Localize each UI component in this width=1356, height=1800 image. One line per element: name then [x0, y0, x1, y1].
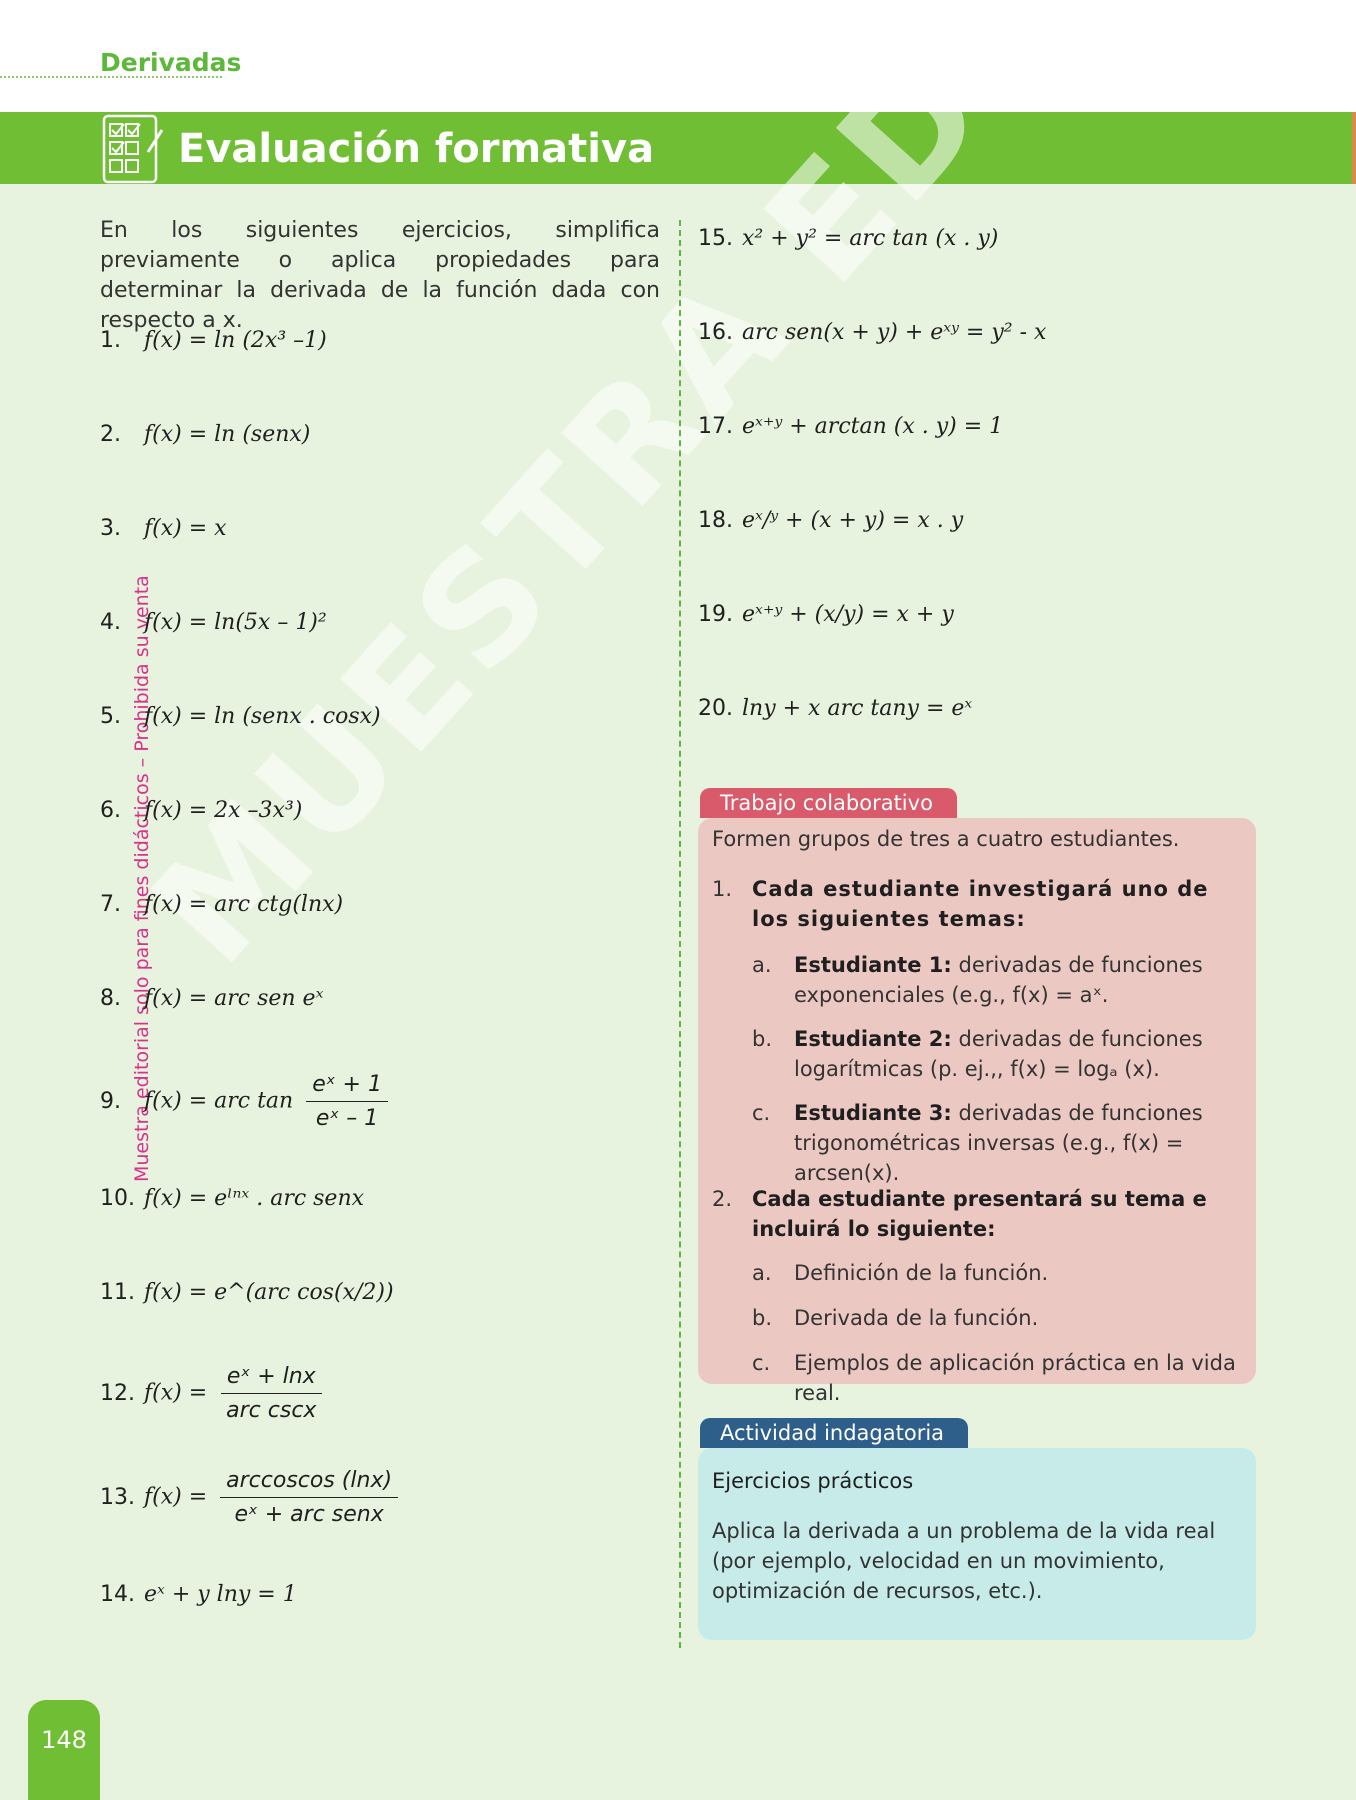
exercise-13: 13. f(x) = $\frac{\text{arccoscos (lnx)}}{\text{eˣ + arc senx}}$	[100, 1468, 398, 1527]
exercise-7: 7. f(x) = arc ctg(lnx)	[100, 892, 344, 917]
sub-item: Derivada de la función.	[794, 1306, 1039, 1330]
exercise-9: 9. f(x) = arc tan $\frac{\text{eˣ + 1}}{\text{eˣ – 1}}$	[100, 1072, 388, 1131]
collab-tag: Trabajo colaborativo	[700, 788, 957, 818]
sub-letter: b.	[752, 1027, 773, 1051]
sub-item: Estudiante 2: derivadas de funciones logarítmicas (p. ej.,, f(x) = logₐ (x).	[794, 1027, 1203, 1081]
collab-item2-number: 2.	[712, 1187, 733, 1211]
exercise-18: 18. eˣ/ʸ + (x + y) = x . y	[698, 508, 964, 533]
section-label: Derivadas	[100, 48, 242, 77]
activity-heading: Ejercicios prácticos	[712, 1469, 914, 1493]
sub-letter: a.	[752, 1261, 772, 1285]
collab-lead: Formen grupos de tres a cuatro estudiantes.	[712, 827, 1180, 851]
exercise-19: 19. eˣ⁺ʸ + (x/y) = x + y	[698, 602, 954, 627]
page-number-tab	[28, 1700, 100, 1800]
banner-edge	[1352, 112, 1356, 184]
exercise-6: 6. f(x) = 2x –3x³)	[100, 798, 303, 823]
column-divider	[679, 220, 681, 1648]
checklist-icon	[98, 112, 168, 184]
sub-item: Definición de la función.	[794, 1261, 1049, 1285]
exercise-11: 11. f(x) = e^(arc cos(x/2))	[100, 1280, 394, 1305]
intro-text: En los siguientes ejercicios, simplifica previamente o aplica propiedades para determinar la derivada de la función dada con respecto a x.	[100, 218, 660, 333]
sub-letter: b.	[752, 1306, 773, 1330]
sub-item: Estudiante 1: derivadas de funciones exponenciales (e.g., f(x) = aˣ.	[794, 953, 1203, 1007]
collab-item1: Cada estudiante investigará uno de los siguientes temas:	[752, 877, 1209, 931]
exercise-12: 12. f(x) = $\frac{\text{eˣ + lnx}}{\text{arc cscx}}$	[100, 1364, 322, 1423]
exercise-1: 1. f(x) = ln (2x³ –1)	[100, 328, 327, 353]
exercise-5: 5. f(x) = ln (senx . cosx)	[100, 704, 381, 729]
sub-item: Estudiante 3: derivadas de funciones trigonométricas inversas (e.g., f(x) = arcsen(x).	[794, 1101, 1203, 1185]
exercise-17: 17. eˣ⁺ʸ + arctan (x . y) = 1	[698, 414, 1004, 439]
exercise-2: 2. f(x) = ln (senx)	[100, 422, 311, 447]
collab-item2: Cada estudiante presentará su tema e incluirá lo siguiente:	[752, 1187, 1207, 1241]
dotted-rule	[0, 76, 222, 78]
exercise-8: 8. f(x) = arc sen eˣ	[100, 986, 324, 1011]
side-note: Muestra editorial solo para fines didácticos – Prohibida su venta	[131, 575, 153, 1182]
activity-body: Aplica la derivada a un problema de la vida real (por ejemplo, velocidad en un movimiento, optimización de recursos, etc.).	[712, 1519, 1216, 1603]
sub-item: Ejemplos de aplicación práctica en la vida real.	[794, 1351, 1236, 1405]
sub-letter: c.	[752, 1101, 771, 1125]
exercise-4: 4. f(x) = ln(5x – 1)²	[100, 610, 327, 635]
exercise-3: 3. f(x) = x	[100, 516, 227, 541]
exercise-10: 10. f(x) = eˡⁿˣ . arc senx	[100, 1186, 365, 1211]
exercise-20: 20. lny + x arc tany = eˣ	[698, 696, 973, 721]
exercise-16: 16. arc sen(x + y) + eˣʸ = y² - x	[698, 320, 1047, 345]
activity-tag: Actividad indagatoria	[700, 1418, 968, 1448]
exercise-15: 15. x² + y² = arc tan (x . y)	[698, 226, 999, 251]
page-number: 148	[41, 1726, 87, 1754]
title-banner	[0, 112, 1356, 184]
sub-letter: a.	[752, 953, 772, 977]
fraction: $\frac{\text{arccoscos (lnx)}}{\text{eˣ + arc senx}}$	[220, 1468, 398, 1527]
collab-item1-number: 1.	[712, 877, 733, 901]
fraction: $\frac{\text{eˣ + lnx}}{\text{arc cscx}}$	[220, 1364, 322, 1423]
sub-letter: c.	[752, 1351, 771, 1375]
page-title: Evaluación formativa	[178, 126, 655, 172]
fraction: $\frac{\text{eˣ + 1}}{\text{eˣ – 1}}$	[306, 1072, 388, 1131]
exercise-14: 14. eˣ + y lny = 1	[100, 1582, 297, 1607]
